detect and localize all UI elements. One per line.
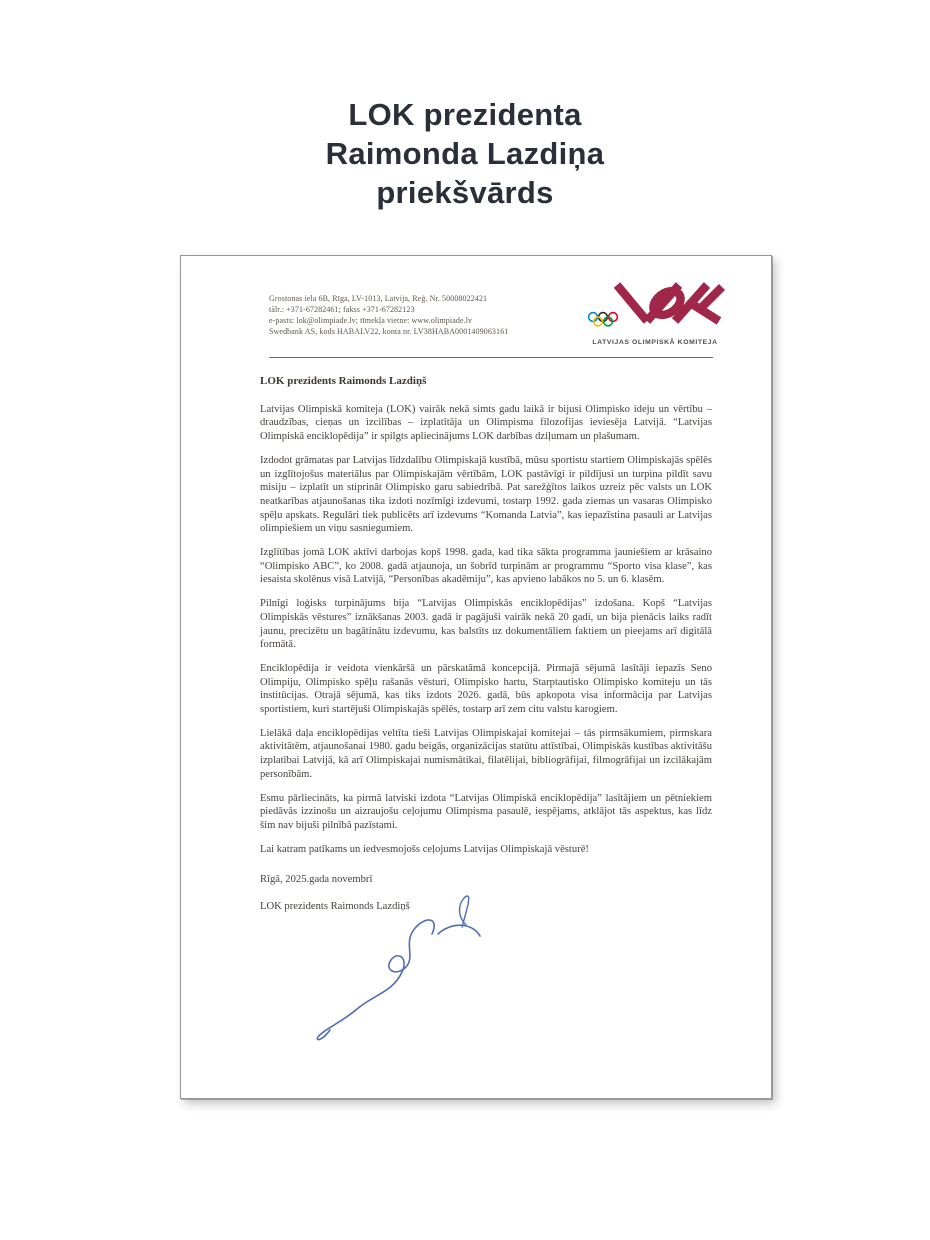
paragraph-8: Lai katram patīkams un iedvesmojošs ceļojums Latvijas Olimpiskajā vēsturē!	[260, 843, 589, 855]
paragraph-2: Izdodot grāmatas par Latvijas līdzdalību Olimpiskajā kustībā, mūsu sportistu startiem Olimpiskajās spēlēs un izglītojošus materiālus par Olimpiskajām vērtībām, LOK pastāvīgi ir pildījusi un turpina pildīt savu misiju – izplatīt un stiprināt Olimpisko garu sabiedrībā. Pat sarežģītos laikos uzreiz pēc valsts un LOK neatkarības atjaunošanas tika izdoti nozīmīgi izdevumi, tostarp 1992. gada ziemas un vasaras Olimpisko spēļu apskats. Regulāri tiek publicēts arī izdevums “Komanda Latvia”, kas iepazīstina pasauli ar Latvijas olimpiešiem un viņu sasniegumiem.	[260, 454, 712, 535]
letterhead-divider	[269, 357, 713, 358]
paragraph-7: Esmu pārliecināts, ka pirmā latviski izdota “Latvijas Olimpiskā enciklopēdija” lasītājiem un pētniekiem piedāvās izzinošu un aizraujošu ceļojumu Olimpisma pasaulē, iespējams, atklājot tās aspektus, kas līdz šim nav bijuši pilnībā pazīstami.	[260, 792, 712, 831]
page-title	[0, 95, 930, 212]
letterhead-phone-line: tālr.: +371-67282461; fakss +371-67282123	[269, 305, 415, 314]
closing-place-date: Rīgā, 2025.gada novembrī	[260, 874, 373, 886]
paragraph-4: Pilnīgi loģisks turpinājums bija “Latvijas Olimpiskās enciklopēdijas” izdošana. Kopš “Latvijas Olimpiskās vēstures” iznākšanas 2003. gadā ir pagājuši vairāk nekā 20 gadi, un bija pienācis laiks radīt jaunu, precizētu un bagātinātu izdevumu, kas balstīts uz dokumentāliem faktiem un pieejams arī digitālā formātā.	[260, 598, 712, 651]
paragraph-1: Latvijas Olimpiskā komiteja (LOK) vairāk nekā simts gadu laikā ir bijusi Olimpisko ideju un vērtību – draudzības, cieņas un izcilības – izplatītāja un Olimpisma filozofijas ieviesēja Latvijā. “Latvijas Olimpiskā enciklopēdija” ir spilgts apliecinājums LOK darbības dziļumam un plašumam.	[260, 403, 712, 443]
title-line-1: LOK prezidenta	[348, 97, 582, 132]
title-line-3: priekšvārds	[376, 175, 554, 210]
paragraph-5: Enciklopēdija ir veidota vienkāršā un pārskatāmā koncepcijā. Pirmajā sējumā lasītāji iepazīs Seno Olimpiju, Olimpisko spēļu rašanās vēsturi, Olimpisko hartu, Starptautisko Olimpisko komiteju un tās institūcijas. Otrajā sējumā, kas tiks izdots 2026. gadā, būs apkopota visa informācija par Latvijas sportistiem, kuri startējuši Olimpiskajās spēlēs, tostarp arī zem citu valstu karogiem.	[260, 662, 712, 716]
olympic-rings-icon	[589, 313, 618, 326]
title-line-2: Raimonda Lazdiņa	[325, 136, 605, 171]
paragraph-3: Izglītības jomā LOK aktīvi darbojas kopš 1998. gada, kad tika sākta programma jauniešiem ar krāsaino “Olimpisko ABC”, ko 2008. gadā atjaunoja, un šobrīd turpinām ar programmu “Sporto visa klase”, kas iesaista skolēnus visā Latvijā, “Personības akadēmiju”, kas apvieno labākos no 5. un 6. klasēm.	[260, 547, 712, 586]
paragraph-6: Lielākā daļa enciklopēdijas veltīta tieši Latvijas Olimpiskajai komitejai – tās pirmsākumiem, pirmskara aktivitātēm, atjaunošanai 1980. gadu beigās, organizācijas statūtu attīstībai, Olimpiskās kustības aktivitāšu izplatībai Latvijā, kā arī Olimpiskajai numismātikai, filatēlijai, bibliogrāfijai, filmogrāfijai un izcilākajām personībām.	[260, 727, 712, 780]
lok-logo-caption: LATVIJAS OLIMPISKĀ KOMITEJA	[592, 339, 718, 346]
letterhead-address-line: Grostonas iela 6B, Rīga, LV-1013, Latvija, Reģ. Nr. 50008022421	[269, 294, 488, 303]
letterhead-bank-line: Swedbank AS, kods HABALV22, konta nr. LV38HABA0001409063161	[269, 327, 509, 336]
letter-scan	[180, 255, 772, 1099]
lok-logo-mark-icon	[585, 280, 725, 332]
lok-logo	[585, 280, 725, 346]
closing-signer: LOK prezidents Raimonds Lazdiņš	[260, 901, 410, 913]
salutation: LOK prezidents Raimonds Lazdiņš	[260, 375, 427, 387]
letterhead-email-line: e-pasts: lok@olimpiade.lv; tīmekļa vietne: www.olimpiade.lv	[269, 316, 473, 325]
letter-body	[260, 375, 712, 914]
letterhead-contact	[269, 293, 569, 337]
